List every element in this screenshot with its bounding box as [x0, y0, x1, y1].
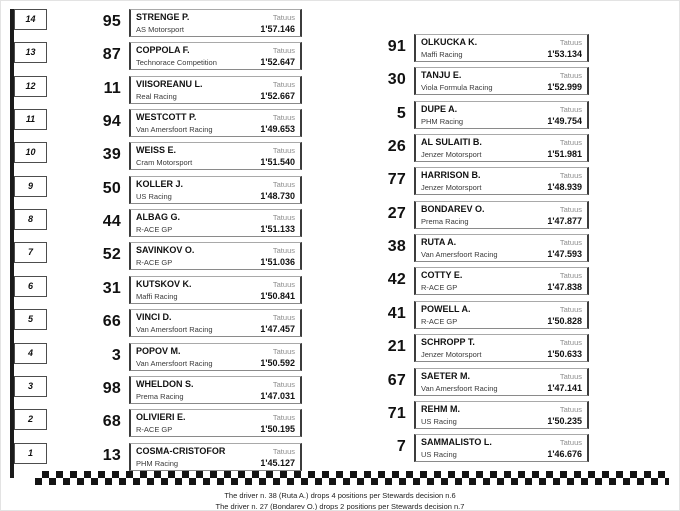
car-number: 11: [103, 79, 121, 97]
driver-card: [414, 67, 589, 95]
driver-name: KOLLER J.: [136, 178, 184, 189]
driver-name: TANJU E.: [421, 70, 462, 81]
lap-time: 1'47.593: [547, 249, 582, 260]
lap-time: 1'50.235: [547, 415, 582, 426]
driver-card: [414, 267, 589, 295]
chassis-label: Tatuus: [272, 13, 295, 22]
lap-time: 1'51.036: [260, 257, 295, 268]
chassis-label: Tatuus: [272, 413, 295, 423]
driver-name: ALBAG G.: [136, 212, 180, 223]
checkered-flag-strip: [35, 471, 669, 485]
team-name: Van Amersfoort Racing: [136, 358, 213, 368]
chassis-label: Tatuus: [559, 71, 582, 81]
grid-position: 10: [14, 142, 47, 163]
chassis-label: Tatuus: [559, 38, 582, 47]
chassis-label: Tatuus: [272, 379, 295, 389]
car-number: 30: [387, 71, 406, 89]
driver-card: [414, 434, 589, 462]
driver-name: OLIVIERI E.: [136, 412, 186, 423]
grid-row: [1, 267, 679, 293]
chassis-label: Tatuus: [272, 179, 295, 189]
chassis-label: Tatuus: [559, 104, 582, 114]
driver-card: [414, 401, 589, 429]
driver-name: STRENGE P.: [136, 12, 190, 22]
team-name: R-ACE GP: [136, 425, 173, 435]
team-name: R-ACE GP: [136, 258, 173, 268]
car-number: 95: [102, 13, 121, 30]
team-name: Viola Formula Racing: [421, 83, 493, 93]
lap-time: 1'52.667: [260, 90, 295, 101]
team-name: Jenzer Motorsport: [421, 183, 482, 193]
chassis-label: Tatuus: [559, 138, 582, 148]
lap-time: 1'50.841: [260, 290, 295, 301]
grid-position: 8: [14, 209, 47, 230]
chassis-label: Tatuus: [272, 446, 295, 456]
chassis-label: Tatuus: [559, 171, 582, 181]
chassis-label: Tatuus: [272, 313, 295, 323]
lap-time: 1'50.195: [260, 424, 295, 435]
driver-name: RUTA A.: [421, 237, 457, 248]
grid-row: [1, 101, 679, 127]
grid-row: [1, 67, 679, 93]
team-name: Van Amersfoort Racing: [136, 125, 213, 135]
chassis-label: Tatuus: [559, 338, 582, 348]
lap-time: 1'50.592: [260, 357, 295, 368]
grid-position: 6: [14, 276, 47, 297]
lap-time: 1'49.653: [260, 124, 295, 135]
team-name: US Racing: [421, 450, 457, 460]
grid-position: 7: [14, 242, 47, 263]
chassis-label: Tatuus: [272, 79, 295, 89]
driver-name: SAETER M.: [421, 370, 471, 381]
lap-time: 1'51.981: [547, 149, 582, 160]
driver-card: [414, 167, 589, 195]
team-name: Jenzer Motorsport: [421, 150, 482, 160]
lap-time: 1'51.133: [260, 224, 295, 235]
lap-time: 1'47.031: [260, 390, 295, 401]
lap-time: 1'53.134: [547, 49, 582, 59]
grid-position: 5: [14, 309, 47, 330]
team-name: Real Racing: [136, 91, 177, 101]
team-name: R-ACE GP: [421, 283, 458, 293]
team-name: Technorace Competition: [136, 58, 217, 68]
driver-name: HARRISON B.: [421, 170, 481, 181]
driver-name: WESTCOTT P.: [136, 112, 197, 123]
car-number: 50: [102, 179, 121, 197]
chassis-label: Tatuus: [559, 404, 582, 414]
lap-time: 1'51.540: [260, 157, 295, 168]
grid-position: 12: [14, 76, 47, 97]
car-number: 98: [102, 379, 121, 397]
driver-name: POWELL A.: [421, 303, 471, 314]
chassis-label: Tatuus: [272, 246, 295, 256]
lap-time: 1'47.141: [547, 382, 582, 393]
lap-time: 1'52.999: [547, 82, 582, 93]
chassis-label: Tatuus: [272, 346, 295, 356]
grid-position: 13: [14, 42, 47, 63]
chassis-label: Tatuus: [559, 304, 582, 314]
team-name: Jenzer Motorsport: [421, 350, 482, 360]
driver-name: COSMA-CRISTOFOR: [136, 445, 226, 456]
team-name: Cram Motorsport: [136, 158, 193, 168]
stewards-note-2: The driver n. 27 (Bondarev O.) drops 2 positions per Stewards decision n.7: [215, 502, 465, 511]
car-number: 42: [387, 271, 406, 289]
team-name: R-ACE GP: [421, 316, 458, 326]
driver-name: COTTY E.: [421, 270, 463, 281]
driver-card: [414, 334, 589, 362]
driver-name: VIISOREANU L.: [136, 78, 203, 89]
driver-card: [414, 101, 589, 129]
driver-card: [414, 134, 589, 162]
grid-row: [1, 368, 679, 394]
car-number: 91: [387, 38, 406, 55]
car-number: 44: [102, 213, 121, 231]
grid-position: 11: [14, 109, 47, 130]
grid-row: [1, 401, 679, 427]
driver-card: [129, 9, 302, 37]
grid-row: [1, 134, 679, 160]
driver-card: [414, 201, 589, 229]
lap-time: 1'50.633: [547, 349, 582, 360]
grid-row: [1, 234, 679, 260]
car-number: 68: [102, 413, 121, 431]
grid-position: 2: [14, 409, 47, 430]
team-name: PHM Racing: [136, 458, 179, 468]
chassis-label: Tatuus: [559, 238, 582, 248]
lap-time: 1'47.838: [547, 282, 582, 293]
chassis-label: Tatuus: [559, 204, 582, 214]
team-name: US Racing: [421, 416, 457, 426]
team-name: PHM Racing: [421, 116, 464, 126]
team-name: AS Motorsport: [136, 25, 184, 34]
grid-position: 4: [14, 343, 47, 364]
grid-position: 3: [14, 376, 47, 397]
stewards-note-1: The driver n. 38 (Ruta A.) drops 4 positions per Stewards decision n.6: [224, 491, 456, 500]
car-number: 26: [387, 138, 406, 156]
driver-card: [414, 368, 589, 396]
driver-card: [414, 34, 589, 62]
driver-name: WEISS E.: [136, 145, 177, 156]
chassis-label: Tatuus: [272, 46, 295, 56]
driver-name: KUTSKOV K.: [136, 278, 192, 289]
grid-position: 9: [14, 176, 47, 197]
driver-name: BONDAREV O.: [421, 203, 485, 214]
car-number: 52: [102, 246, 121, 264]
grid-row: [1, 9, 679, 35]
grid-row: [1, 434, 679, 460]
driver-name: OLKUCKA K.: [421, 37, 478, 47]
driver-name: WHELDON S.: [136, 378, 194, 389]
lap-time: 1'50.828: [547, 315, 582, 326]
driver-name: REHM M.: [421, 403, 460, 414]
grid-row: [1, 301, 679, 327]
lap-time: 1'48.939: [547, 182, 582, 193]
driver-name: VINCI D.: [136, 312, 172, 323]
car-number: 39: [102, 146, 121, 164]
lap-time: 1'57.146: [260, 24, 295, 34]
driver-name: COPPOLA F.: [136, 45, 190, 56]
car-number: 5: [396, 104, 406, 122]
team-name: Van Amersfoort Racing: [421, 383, 498, 393]
grid-row: [1, 34, 679, 60]
car-number: 13: [102, 446, 121, 464]
lap-time: 1'47.457: [260, 324, 295, 335]
car-number: 38: [387, 238, 406, 256]
chassis-label: Tatuus: [272, 146, 295, 156]
driver-name: POPOV M.: [136, 345, 181, 356]
lap-time: 1'49.754: [547, 115, 582, 126]
car-number: 77: [387, 171, 406, 189]
team-name: R-ACE GP: [136, 225, 173, 235]
car-number: 31: [102, 279, 121, 297]
grid-position: 14: [14, 9, 47, 30]
grid-row: [1, 334, 679, 360]
grid-row: [1, 167, 679, 193]
driver-name: SAVINKOV O.: [136, 245, 195, 256]
team-name: US Racing: [136, 191, 172, 201]
driver-name: SAMMALISTO L.: [421, 437, 492, 448]
lap-time: 1'48.730: [260, 190, 295, 201]
driver-name: AL SULAITI B.: [421, 137, 482, 148]
car-number: 41: [387, 304, 406, 322]
lap-time: 1'45.127: [260, 457, 295, 468]
chassis-label: Tatuus: [272, 213, 295, 223]
lap-time: 1'46.676: [547, 449, 582, 460]
chassis-label: Tatuus: [559, 271, 582, 281]
car-number: 3: [111, 346, 121, 364]
car-number: 66: [102, 313, 121, 331]
team-name: Van Amersfoort Racing: [136, 325, 213, 335]
chassis-label: Tatuus: [559, 438, 582, 448]
team-name: Maffi Racing: [136, 291, 178, 301]
driver-card: [414, 234, 589, 262]
team-name: Prema Racing: [136, 391, 184, 401]
driver-name: SCHROPP T.: [421, 337, 475, 348]
driver-card: [414, 301, 589, 329]
car-number: 87: [102, 46, 121, 64]
chassis-label: Tatuus: [272, 279, 295, 289]
team-name: Maffi Racing: [421, 50, 463, 59]
driver-name: DUPE A.: [421, 103, 458, 114]
lap-time: 1'47.877: [547, 215, 582, 226]
chassis-label: Tatuus: [559, 371, 582, 381]
lap-time: 1'52.647: [260, 57, 295, 68]
team-name: Van Amersfoort Racing: [421, 250, 498, 260]
car-number: 67: [387, 371, 406, 389]
car-number: 21: [387, 338, 406, 356]
car-number: 71: [387, 404, 406, 422]
car-number: 27: [387, 204, 406, 222]
team-name: Prema Racing: [421, 216, 469, 226]
car-number: 94: [102, 113, 121, 131]
grid-row: [1, 201, 679, 227]
grid-position: 1: [14, 443, 47, 464]
car-number: 7: [396, 438, 406, 456]
chassis-label: Tatuus: [272, 113, 295, 123]
